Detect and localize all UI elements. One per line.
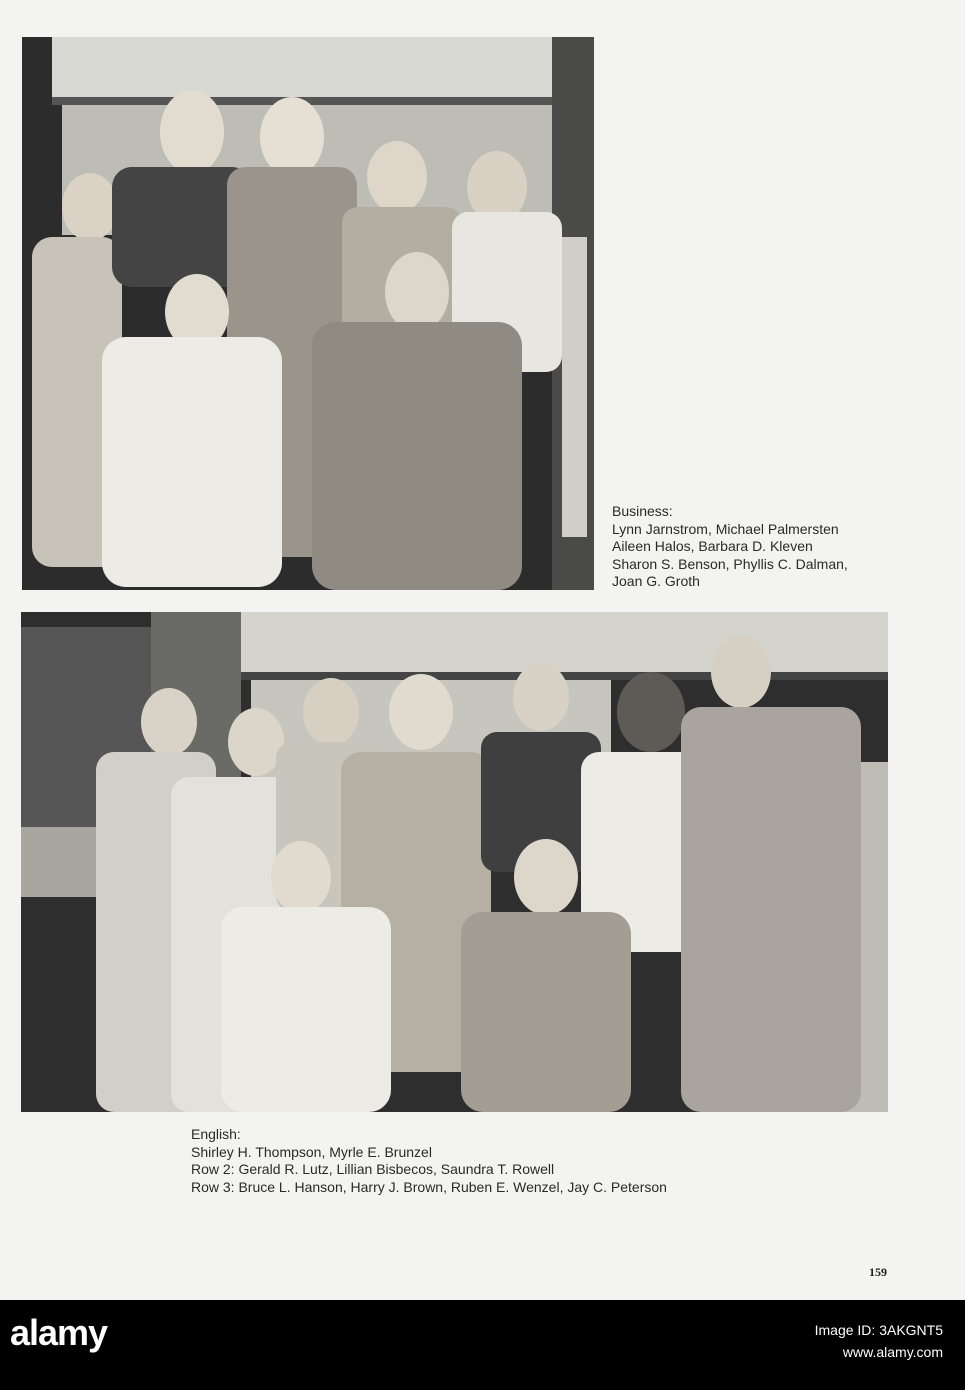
business-caption-line: Aileen Halos, Barbara D. Kleven <box>612 538 813 554</box>
site-url[interactable]: www.alamy.com <box>842 1344 943 1360</box>
business-caption-line: Lynn Jarnstrom, Michael Palmersten <box>612 520 839 537</box>
english-caption-line: Shirley H. Thompson, Myrle E. Brunzel <box>191 1143 432 1160</box>
english-caption-line: Row 3: Bruce L. Hanson, Harry J. Brown, Ruben E. Wenzel, Jay C. Peterson <box>191 1178 667 1195</box>
english-caption <box>191 1126 667 1196</box>
english-heading: English: <box>191 1126 241 1142</box>
image-id: Image ID: 3AKGNT5 <box>814 1322 943 1338</box>
business-caption <box>612 503 848 591</box>
business-heading: Business: <box>612 503 673 519</box>
english-faculty-photo <box>21 612 888 1112</box>
alamy-logo: alamy <box>10 1312 108 1353</box>
page-number: 159 <box>869 1265 887 1279</box>
business-caption-line: Joan G. Groth <box>612 573 700 589</box>
english-caption-line: Row 2: Gerald R. Lutz, Lillian Bisbecos, Saundra T. Rowell <box>191 1161 555 1177</box>
business-caption-line: Sharon S. Benson, Phyllis C. Dalman, <box>612 555 848 572</box>
business-faculty-photo <box>22 37 594 590</box>
watermark-footer <box>0 1300 965 1390</box>
